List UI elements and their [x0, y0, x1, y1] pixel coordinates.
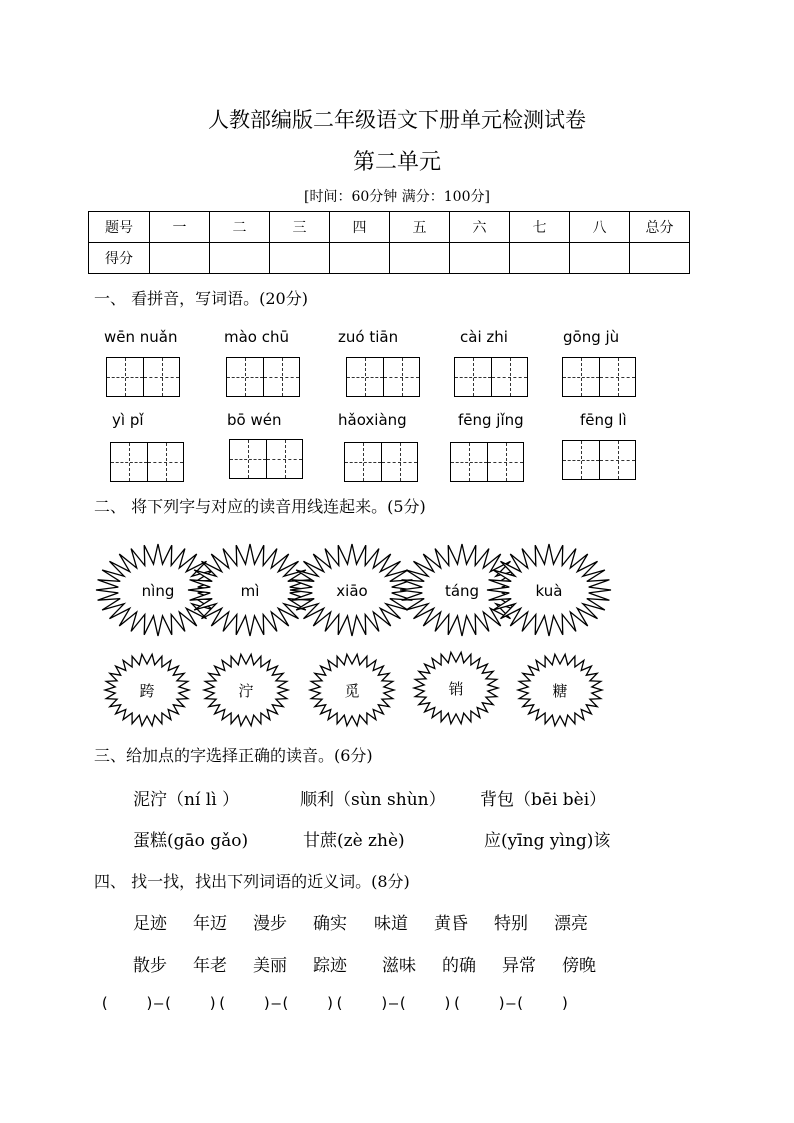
pinyin-label: hǎoxiàng: [338, 411, 407, 429]
word-item: 美丽: [253, 956, 287, 976]
char-burst-2-label: 泞: [238, 682, 254, 700]
char-burst-5[interactable]: [518, 654, 602, 725]
pinyin-label: wēn nuǎn: [104, 328, 178, 346]
word-item: 确实: [313, 914, 347, 934]
char-burst-2[interactable]: [204, 654, 288, 725]
reading-choice: 甘蔗(zè zhè): [303, 831, 405, 851]
reading-burst-2-label: mì: [240, 582, 260, 600]
word-item: 滋味: [382, 956, 416, 976]
exam-meta: [时间：60分钟 满分：100分]: [304, 189, 490, 205]
pinyin-label: bō wén: [227, 411, 282, 429]
reading-choice: 泥泞（ní lì ）: [133, 790, 240, 810]
reading-choice: 顺利（sùn shùn）: [300, 790, 446, 810]
word-item: 年迈: [193, 914, 227, 934]
section4-heading: 四、 找一找，找出下列词语的近义词。(8分): [94, 872, 410, 891]
pinyin-label: fēng lì: [580, 411, 627, 429]
table-cell: 得分: [89, 243, 150, 274]
word-item: 味道: [374, 914, 408, 934]
pinyin-label: zuó tiān: [338, 328, 399, 346]
word-item: 年老: [193, 956, 227, 976]
word-item: 异常: [502, 956, 536, 976]
table-cell: 二: [210, 212, 270, 243]
reading-burst-3[interactable]: [290, 544, 414, 636]
char-burst-1[interactable]: [105, 654, 189, 725]
answer-blanks[interactable]: ( )—( )( )—( )( )—( )( )—( ): [100, 994, 570, 1012]
reading-choice: 蛋糕(gāo gǎo): [133, 831, 249, 851]
word-item: 的确: [442, 956, 476, 976]
word-item: 足迹: [133, 914, 167, 934]
word-item: 傍晚: [562, 956, 596, 976]
pinyin-label: yì pǐ: [112, 411, 144, 429]
char-burst-3-label: 觅: [344, 682, 360, 700]
unit-title: 第二单元: [352, 150, 441, 175]
table-cell: 三: [270, 212, 330, 243]
reading-choice: 应(yīng yìng)该: [484, 831, 611, 851]
char-burst-4[interactable]: [414, 652, 498, 723]
word-item: 漂亮: [554, 914, 588, 934]
table-cell: 四: [330, 212, 390, 243]
reading-burst-1-label: nìng: [141, 582, 175, 600]
reading-burst-3-label: xiāo: [336, 582, 368, 600]
reading-burst-5-label: kuà: [535, 582, 563, 600]
word-item: 黄昏: [434, 914, 468, 934]
table-cell: 总分: [630, 212, 690, 243]
pinyin-label: fēng jǐng: [458, 411, 524, 429]
section3-heading: 三、给加点的字选择正确的读音。(6分): [94, 746, 373, 765]
exam-title: 人教部编版二年级语文下册单元检测试卷: [208, 108, 586, 132]
pinyin-label: cài zhi: [460, 328, 508, 346]
char-burst-3[interactable]: [310, 654, 394, 725]
table-cell: 八: [570, 212, 630, 243]
reading-burst-4-label: táng: [444, 582, 480, 600]
word-item: 特别: [494, 914, 528, 934]
pinyin-label: mào chū: [224, 328, 290, 346]
word-item: 漫步: [253, 914, 287, 934]
table-cell: 题号: [89, 212, 150, 243]
section2-heading: 二、 将下列字与对应的读音用线连起来。(5分): [94, 497, 426, 516]
word-item: 散步: [133, 956, 167, 976]
word-item: 踪迹: [313, 956, 347, 976]
table-cell: 六: [450, 212, 510, 243]
table-cell: 一: [150, 212, 210, 243]
reading-burst-5[interactable]: [487, 544, 611, 636]
table-cell: 五: [390, 212, 450, 243]
char-burst-1-label: 跨: [139, 682, 155, 700]
table-cell: 七: [510, 212, 570, 243]
section1-heading: 一、 看拼音，写词语。(20分): [94, 289, 308, 308]
reading-choice: 背包（bēi bèi）: [480, 790, 607, 810]
char-burst-5-label: 糖: [552, 682, 568, 700]
char-burst-4-label: 销: [448, 680, 464, 698]
pinyin-label: gōng jù: [563, 328, 620, 346]
